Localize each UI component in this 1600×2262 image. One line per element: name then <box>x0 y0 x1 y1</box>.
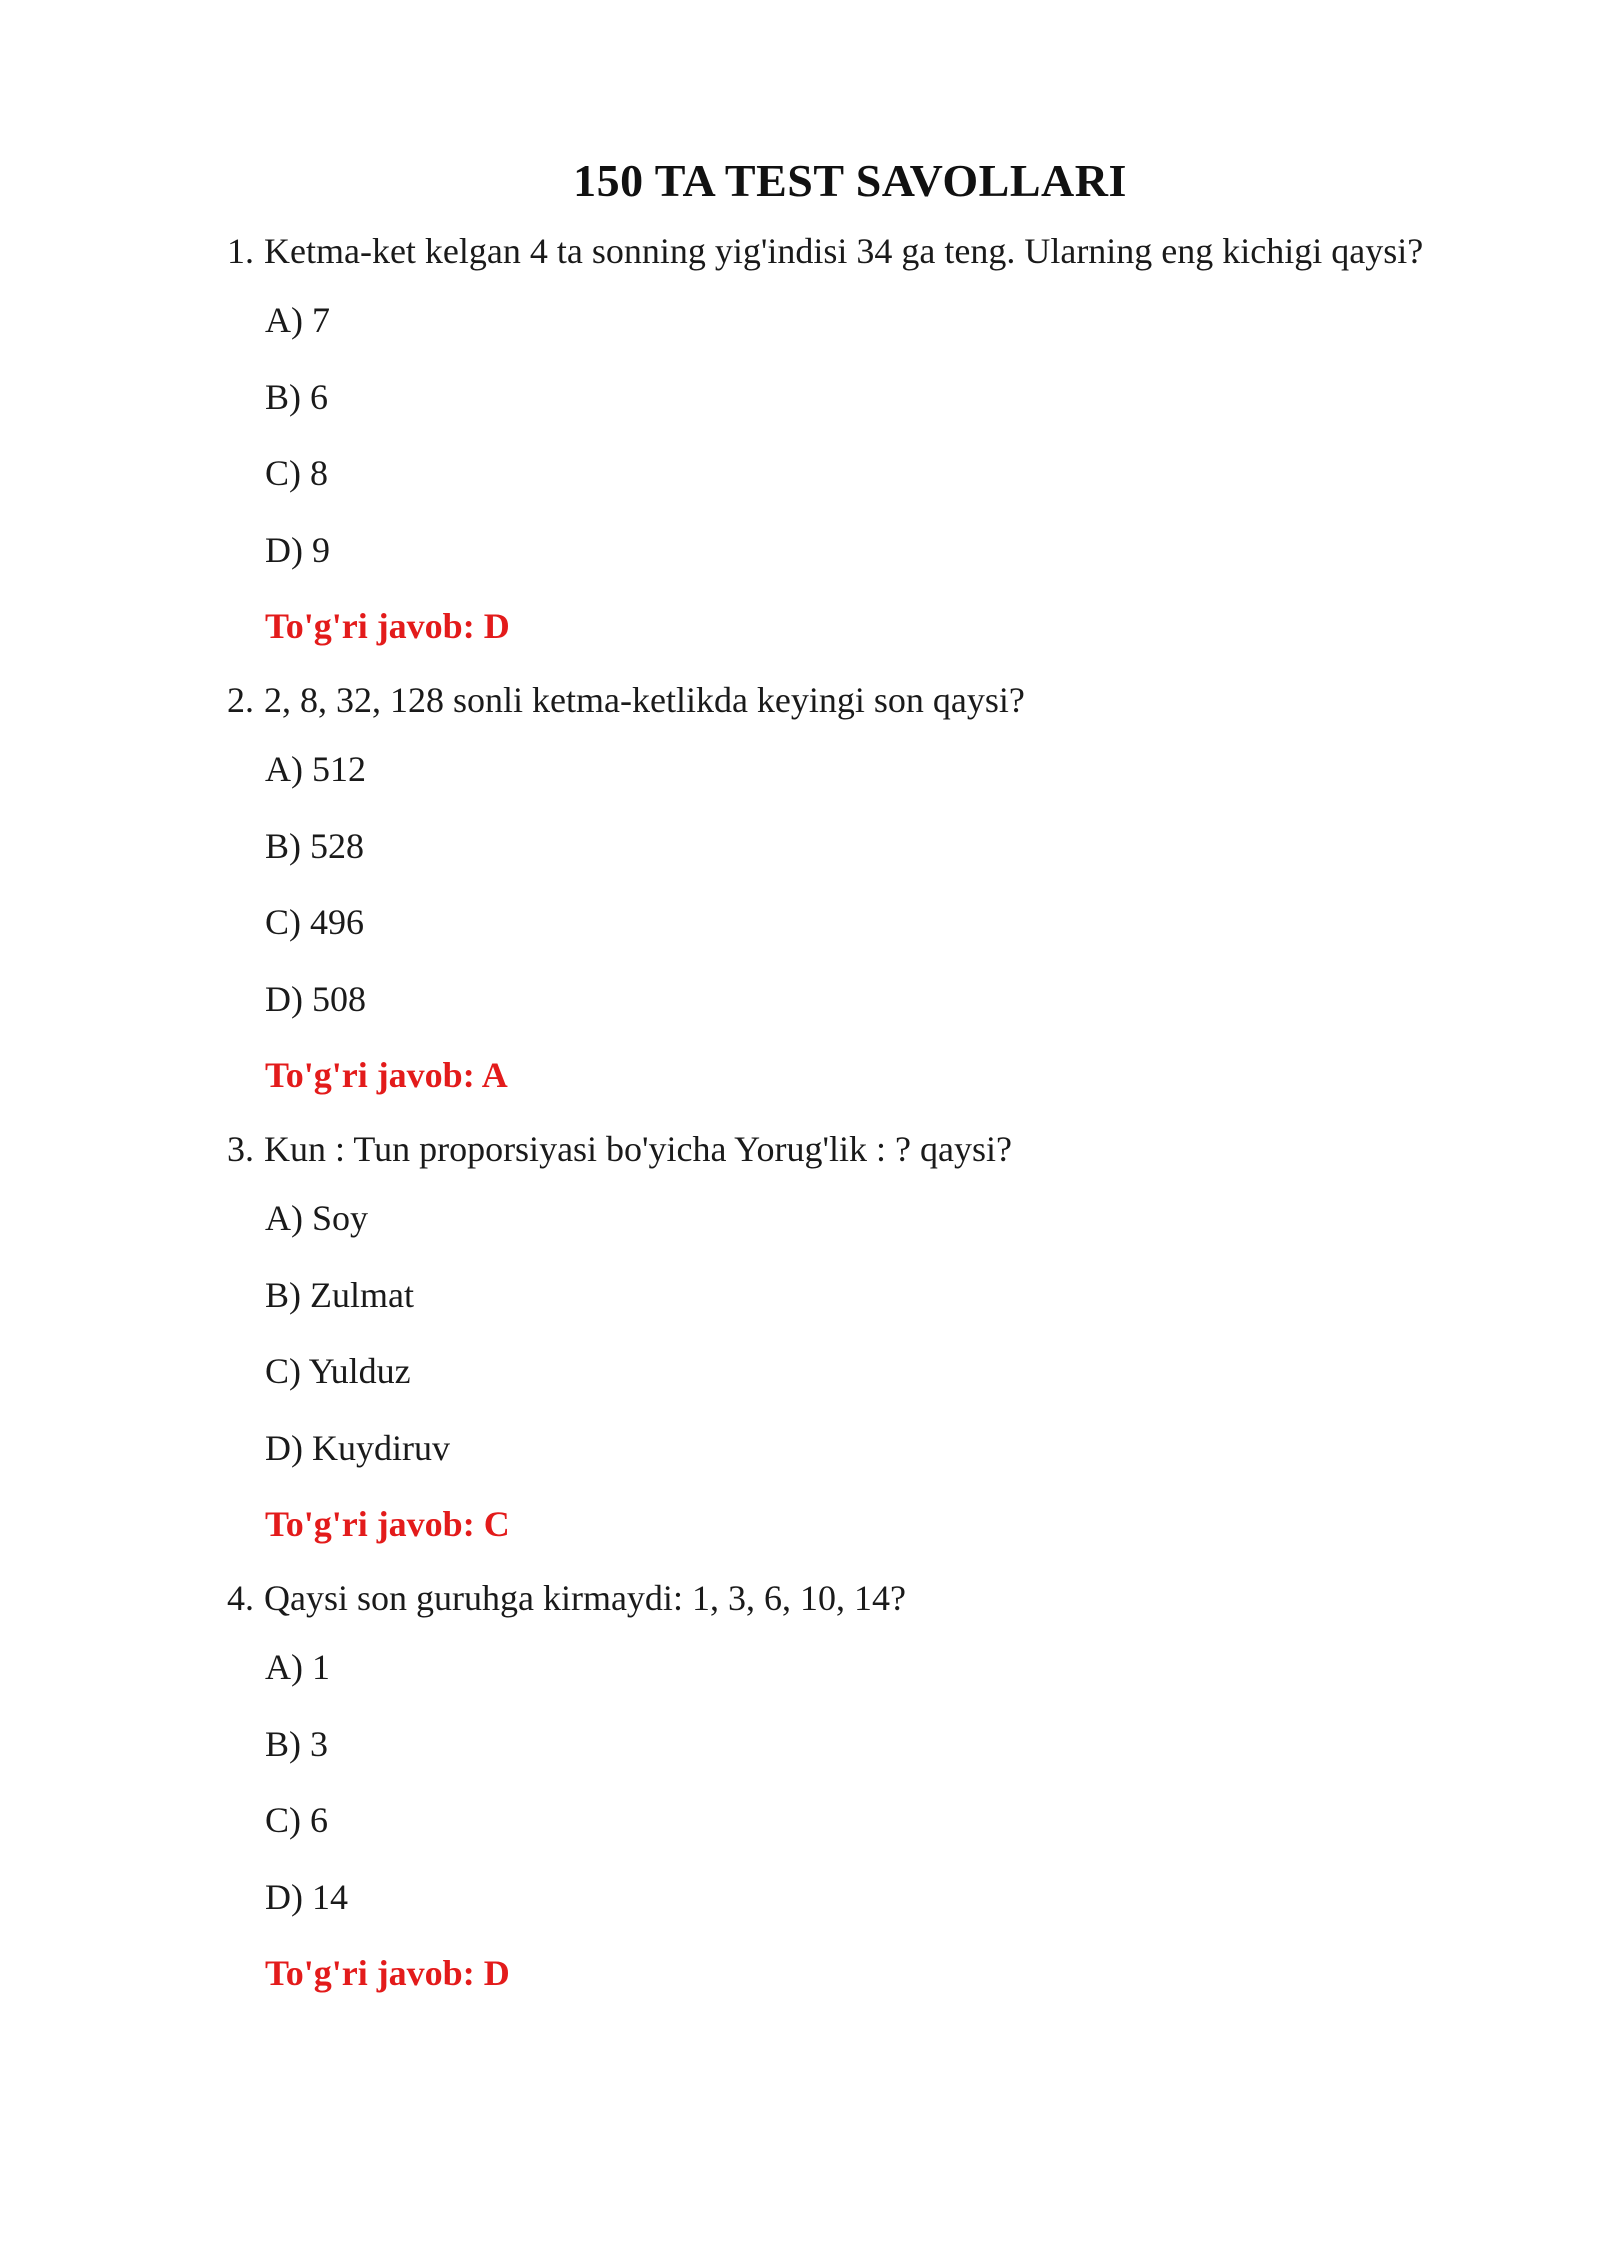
option-d: D) 14 <box>265 1876 348 1917</box>
option-list <box>227 298 1600 604</box>
question-number: 3. <box>227 1129 254 1169</box>
question-number: 4. <box>227 1578 254 1618</box>
option-a: A) 1 <box>265 1647 330 1687</box>
question-text <box>227 1127 1600 1171</box>
page-title: 150 TA TEST SAVOLLARI <box>573 155 1127 206</box>
option-b: B) Zulmat <box>265 1274 414 1315</box>
option-c: C) 496 <box>265 902 364 942</box>
option-d: D) Kuydiruv <box>265 1427 450 1468</box>
option-list <box>227 1645 1600 1951</box>
question-block <box>227 1127 1600 1554</box>
option-a: A) 7 <box>265 300 330 340</box>
correct-answer: To'g'ri javob: D <box>265 1953 510 1993</box>
option-b: B) 6 <box>265 376 328 417</box>
question-body: Kun : Tun proporsiyasi bo'yicha Yorug'lik : ? qaysi? <box>264 1129 1012 1169</box>
correct-answer: To'g'ri javob: C <box>265 1504 510 1544</box>
question-block <box>227 678 1600 1105</box>
option-a: A) 512 <box>265 749 366 789</box>
option-c: C) 6 <box>265 1800 328 1840</box>
question-body: 2, 8, 32, 128 sonli ketma-ketlikda keyingi son qaysi? <box>264 680 1025 720</box>
question-block <box>227 229 1600 656</box>
option-d: D) 9 <box>265 529 330 570</box>
question-text <box>227 1576 1600 1620</box>
option-d: D) 508 <box>265 978 366 1019</box>
question-list <box>227 229 1600 2003</box>
question-number: 2. <box>227 680 254 720</box>
question-number: 1. <box>227 231 254 271</box>
option-b: B) 3 <box>265 1723 328 1764</box>
question-block <box>227 1576 1600 2003</box>
question-body: Qaysi son guruhga kirmaydi: 1, 3, 6, 10, 14? <box>264 1578 906 1618</box>
question-text <box>227 229 1600 273</box>
option-b: B) 528 <box>265 825 364 866</box>
correct-answer: To'g'ri javob: D <box>265 606 510 646</box>
option-a: A) Soy <box>265 1198 369 1238</box>
option-list <box>227 747 1600 1053</box>
option-c: C) Yulduz <box>265 1351 411 1391</box>
question-text <box>227 678 1600 722</box>
option-c: C) 8 <box>265 453 328 493</box>
option-list <box>227 1196 1600 1502</box>
correct-answer: To'g'ri javob: A <box>265 1055 508 1095</box>
question-body: Ketma-ket kelgan 4 ta sonning yig'indisi 34 ga teng. Ularning eng kichigi qaysi? <box>264 231 1424 271</box>
